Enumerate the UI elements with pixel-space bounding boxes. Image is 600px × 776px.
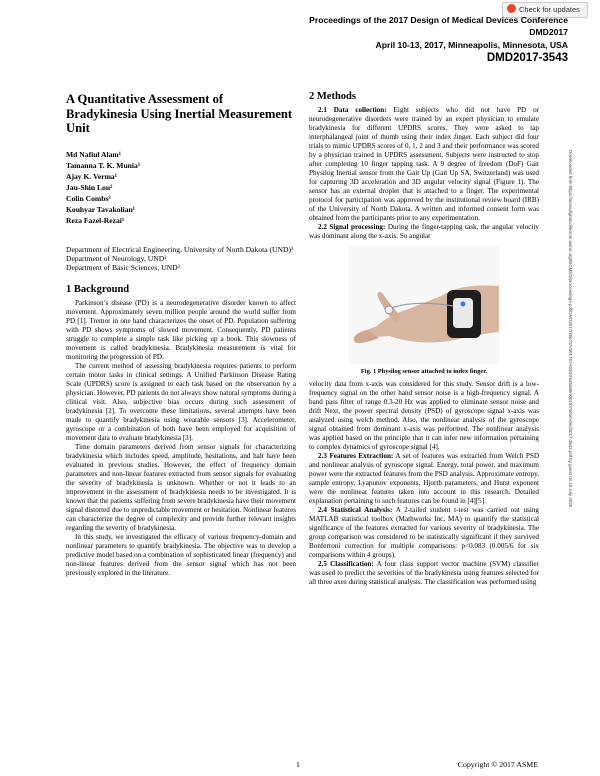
- background-heading: 1 Background: [66, 284, 130, 296]
- author: Jau-Shin Lou²: [66, 182, 113, 192]
- subsection-title: 2.2 Signal processing:: [318, 223, 386, 231]
- subsection-title: 2.4 Statistical Analysis:: [318, 506, 393, 514]
- features-text: A set of features was extracted from Welch PSD and nonlinear analysis of gyroscope signal. Energy, total power, and maximum power were the extracted features from the PSD analysis. Approximate entropy, sample entropy, Lyapunov exponents, Hjorth parameters, and Hurst exponent were the nonlinear features taken into account in this research. Detailed explanation pertaining to such features can be found in [4][5].: [309, 452, 539, 505]
- affiliation: Department of Basic Sciences, UND³: [66, 263, 180, 273]
- right-column: [309, 92, 539, 587]
- copyright: Copyright © 2017 ASME: [457, 760, 538, 769]
- signal-processing-continued: velocity data from x-axis was considered for this study. Sensor drift is a low-frequency signal on the other hand sensor noise is a high-frequency signal. A band pass filter of range 0.3-20 Hz was applied to eliminate sensor noise and drift Next, the power spectral density (PSD) of gyroscope signal x-axis was analyzed using welch method. Also, the nonlinear analysis of the gyroscope signal obtained from dominant x-axis was performed. The nonlinear analysis was applied based on the principle that it can infer new information pertaining to complex dynamics of gyroscope signal [4].: [309, 380, 539, 451]
- background-paragraph: In this study, we investigated the efficacy of various frequency-domain and nonlinear parameters to quantify bradykinesia. The objective was to develop a predictive model based on a combination of sophisticated linear (frequency) and non-linear features derived from the sensor signal which has not been previously explored in the literature.: [66, 533, 296, 578]
- data-collection-text: Eight subjects who did not have PD or neurodegenerative disorders were trained by an expert physician to emulate bradykinesia for different UPDRS scores. They were asked to tap interphalangeal joint of thumb using their index finger. Each subject did four trials to mimic UPDRS scores of 0, 1, 2 and 3 and their performance was scored by a physician trained in UPDRS assessment. Subjects were instructed to stop after completing 10 finger tapping task. A 9 degree of freedom (DoF) Gait Physilog Inertial sensor from the Gait Up (Gait Up SA, Switzerland) was used for capturing 3D acceleration and 3D angular velocity signal (Figure 1). The sensor has an external droplet that is attached to a finger. The experimental protocol for participation was approved by the institutional review board (IRB) of the University of North Dakota. A written and informed consent form was obtained from the participants prior to any experimentation.: [309, 106, 540, 222]
- check-for-updates-label: Check for updates: [519, 5, 580, 14]
- paper-title: A Quantitative Assessment of Bradykinesia Using Inertial Measurement Unit: [66, 92, 293, 135]
- figure-caption: Fig. 1 Physilog sensor attached to index finger.: [360, 368, 488, 375]
- author: Kouhyar Tavakolian¹: [66, 204, 136, 214]
- paper-id: DMD2017-3543: [486, 52, 568, 64]
- background-paragraph: The current method of assessing bradykinesia requires patients to perform certain motor tasks in clinical settings. A Unified Parkinson Disease Rating Scale (UPDRS) score is assigned to each task based on the observation by a physician. However, PD patients do not always show natural symptoms during a clinical visit. Also, subjective bias occurs during such assessment of bradykinesia [2]. To overcome these limitations, several attempts have been made to quantify bradykinesia using wearable sensors [3]. Accelerometer, gyroscope or a combination of both have been employed for acquisition of movement data to evaluate bradykinesia [3].: [66, 362, 296, 443]
- subsection-title: 2.1 Data collection:: [318, 106, 387, 114]
- author: Ajay K. Verma¹: [66, 171, 117, 181]
- stats-text: A 2-tailed student t-test was carried out using MATLAB statistical toolbox (Mathworks Inc, MA) to quantify the statistical significance of the features extracted for various severity of bradykinesia. The group comparison was considered to be statistically significant if they survived Bonferroni correction for multiple comparisons: p<0.083 (0.005/6 for six comparisons within 4 groups).: [309, 506, 539, 559]
- author-list: [66, 149, 296, 226]
- affiliations: [66, 245, 296, 273]
- author: Tamanna T. K. Munia¹: [66, 160, 141, 170]
- figure-1: [309, 246, 539, 376]
- conference-dates: April 10-13, 2017, Minneapolis, Minnesota, USA: [375, 40, 568, 50]
- affiliation: Department of Electrical Engineering, University of North Dakota (UND)¹: [66, 244, 294, 254]
- methods-heading: 2 Methods: [309, 91, 356, 102]
- left-column: [66, 92, 296, 578]
- author: Md Nafiul Alam¹: [66, 149, 122, 159]
- download-side-note: [566, 150, 574, 670]
- page-number: 1: [296, 760, 300, 769]
- author: Colin Combs³: [66, 193, 111, 203]
- sensor-hand-photo: [349, 246, 499, 364]
- background-paragraph: Parkinson’s disease (PD) is a neurodegenerative disorder known to affect movement. Approximately seven million people around the world suffer from PD [1]. Tremor in one hand characterizes the onset of PD. Population suffering with PD shows symptoms of slowed movement. Consequently, PD patients struggle to complete a simple task like picking up a book. This slowness of movement is called bradykinesia. Bradykinesia measurement is vital for monitoring the progression of PD.: [66, 299, 296, 362]
- update-icon: [507, 4, 516, 13]
- signal-processing-text: During the finger-tapping task, the angular velocity was dominant along the x-axis. So angular: [309, 223, 539, 240]
- background-paragraph: Time domain parameters derived from sensor signals for characterizing bradykinesia which includes speed, amplitude, hesitations, and halt have been evaluated in previous studies. However, the effect of frequency domain parameters and non-linear features extracted from sensor signals for evaluating the severity of bradykinesia is unknown. Whether or not it leads to an improvement in the assessment of bradykinesia needs to be investigated. It is known that the patients suffering from severe bradykinesia have their movement signal distorted due to unpredictable movement or hesitation. Nonlinear features can characterize the degree of complexity and provide further relevant insights regarding the severity of bradykinesia.: [66, 443, 296, 533]
- author: Reza Fazel-Rezai¹: [66, 215, 125, 225]
- conference-code: DMD2017: [529, 27, 568, 37]
- affiliation: Department of Neurology, UND²: [66, 253, 167, 263]
- subsection-title: 2.3 Features Extraction:: [318, 452, 394, 460]
- subsection-title: 2.5 Classification:: [318, 560, 374, 568]
- conference-title: Proceedings of the 2017 Design of Medical Devices Conference: [309, 15, 568, 25]
- side-note-text: Downloaded from https://asmedigitalcollection.asme.org/BIOMED/proceedings-pdf/DMD2017/40672/V001T07A010/2645480/v001t07a010-dmd2017-3543.pdf by guest on 18 July 2020: [568, 150, 573, 508]
- classification-text: A four class support vector machine (SVM) classifier was used to predict the severities of the bradykinesia using features selected for all three axes during statistical analysis. The classification was performed using: [309, 560, 539, 586]
